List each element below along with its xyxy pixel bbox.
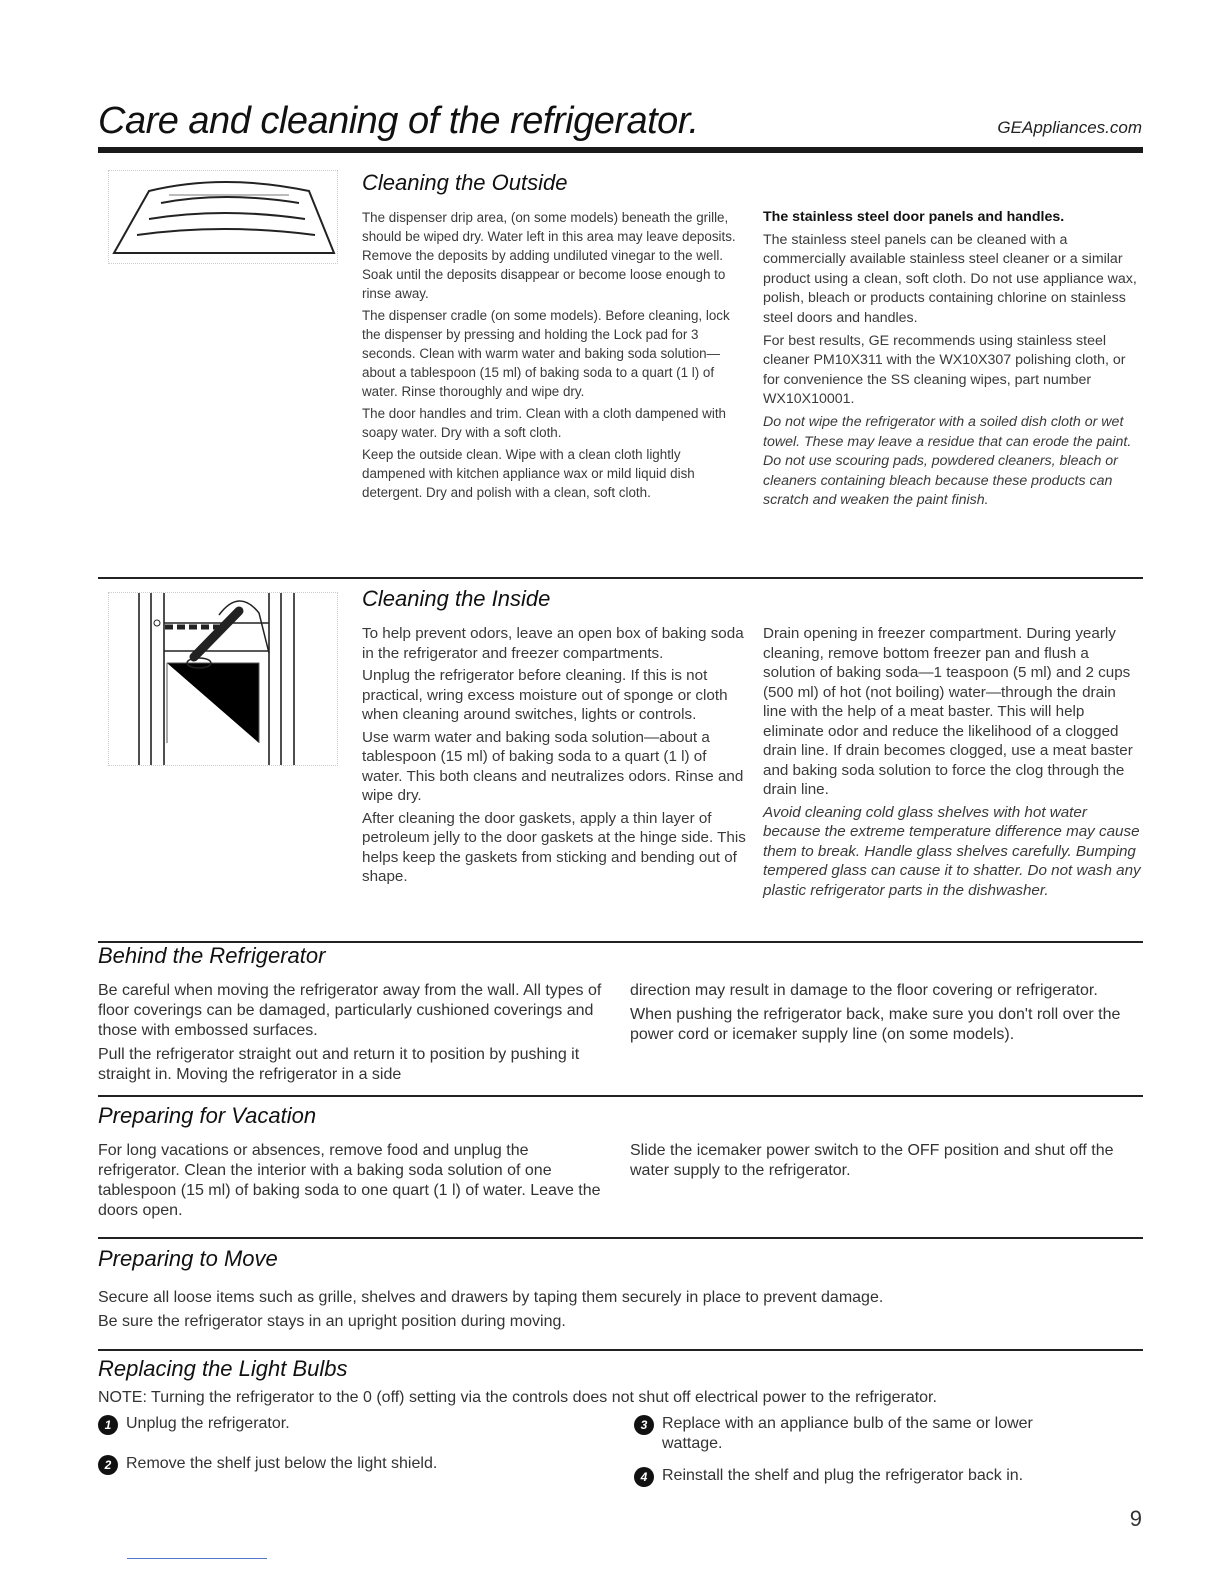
paragraph: Use warm water and baking soda solution—about a tablespoon (15 ml) of baking soda to a quart (1 l) of water. This both cleans and neutralizes odors. Rinse and wipe dry.: [362, 728, 744, 804]
subheading-stainless: The stainless steel door panels and handles.: [763, 209, 1065, 225]
paragraph: To help prevent odors, leave an open box of baking soda in the refrigerator and freezer compartments.: [362, 625, 744, 662]
refrigerator-interior-illustration: [108, 592, 338, 766]
paragraph: When pushing the refrigerator back, make sure you don't roll over the power cord or icemaker supply line (on some models).: [630, 1006, 1121, 1043]
footer-rule: [127, 1558, 267, 1559]
paragraph: Secure all loose items such as grille, shelves and drawers by taping them securely in place to prevent damage.: [98, 1289, 884, 1306]
vacation-left-text: For long vacations or absences, remove food and unplug the refrigerator. Clean the interior with a baking soda solution of one tablespoon (15 ml) of baking soda to one quart (1 l) of water. Leave the doors open.: [98, 1142, 601, 1219]
page-title: Care and cleaning of the refrigerator.: [98, 100, 699, 142]
paragraph: The door handles and trim. Clean with a cloth dampened with soapy water. Dry with a soft cloth.: [362, 406, 726, 440]
paragraph: Keep the outside clean. Wipe with a clean cloth lightly dampened with kitchen appliance wax or mild liquid dish detergent. Dry and polish with a clean, soft cloth.: [362, 447, 695, 500]
paragraph: Pull the refrigerator straight out and return it to position by pushing it straight in. Moving the refrigerator in a side: [98, 1046, 580, 1083]
section-heading-vacation: Preparing for Vacation: [98, 1103, 317, 1128]
warning-text: Avoid cleaning cold glass shelves with hot water because the extreme temperature difference may cause them to break. Handle glass shelves carefully. Bumping tempered glass can cause it to shatter. Do not wash any plastic refrigerator parts in the dishwasher.: [763, 803, 1141, 899]
inside-right-text: [763, 624, 1143, 903]
inside-left-text: [362, 624, 746, 890]
warning-text: Do not wipe the refrigerator with a soiled dish cloth or wet towel. These may leave a residue that can erode the paint. Do not use scouring pads, powdered cleaners, bleach or cleaners containing bleach because these products can scratch and weaken the paint finish.: [763, 413, 1132, 509]
behind-right-text: [630, 981, 1130, 1049]
section-divider: [98, 1237, 1143, 1239]
page-number: 9: [1129, 1506, 1142, 1531]
bulb-step-1: [98, 1414, 598, 1435]
dispenser-drip-illustration: [108, 170, 338, 264]
step-number-badge: 3: [634, 1415, 654, 1435]
bulb-step-2: [98, 1454, 598, 1475]
vacation-right-text: Slide the icemaker power switch to the OFF position and shut off the water supply to the refrigerator.: [630, 1142, 1114, 1179]
bulbs-note: NOTE: Turning the refrigerator to the 0 (off) setting via the controls does not shut off electrical power to the refrigerator.: [98, 1389, 937, 1406]
step-text: Replace with an appliance bulb of the same or lower wattage.: [662, 1415, 1033, 1452]
paragraph: Unplug the refrigerator before cleaning. If this is not practical, wring excess moisture out of sponge or cloth when cleaning around switches, lights or controls.: [362, 667, 728, 723]
section-heading-move: Preparing to Move: [98, 1246, 278, 1271]
paragraph: The dispenser drip area, (on some models) beneath the grille, should be wiped dry. Water left in this area may leave deposits. Remove the deposits by adding undiluted vinegar to the well. Soak until the deposits disappear or become loose enough to rinse away.: [362, 210, 736, 301]
section-heading-behind: Behind the Refrigerator: [98, 943, 326, 968]
header-rule: [98, 147, 1143, 153]
paragraph: The stainless steel panels can be cleaned with a commercially available stainless steel cleaner or a similar product using a clean, soft cloth. Do not use appliance wax, polish, bleach or products containing chlorine on stainless steel doors and handles.: [763, 231, 1137, 326]
step-text: Reinstall the shelf and plug the refrigerator back in.: [662, 1467, 1024, 1484]
paragraph: direction may result in damage to the floor covering or refrigerator.: [630, 982, 1098, 999]
step-number-badge: 4: [634, 1467, 654, 1487]
section-divider: [98, 577, 1143, 579]
paragraph: Be careful when moving the refrigerator away from the wall. All types of floor coverings can be damaged, particularly cushioned coverings and those with embossed surfaces.: [98, 982, 602, 1039]
outside-left-text: [362, 208, 742, 505]
paragraph: Drain opening in freezer compartment. During yearly cleaning, remove bottom freezer pan and flush a solution of baking soda—1 teaspoon (5 ml) and 2 cups (500 ml) of hot (not boiling) water—through the drain line with the help of a meat baster. This will help eliminate odor and reduce the likelihood of a clogged drain line. If drain becomes clogged, use a meat baster and baking soda solution to force the clog through the drain line.: [763, 625, 1133, 798]
site-url: GEAppliances.com: [997, 118, 1142, 137]
paragraph: After cleaning the door gaskets, apply a thin layer of petroleum jelly to the door gaskets at the hinge side. This helps keep the gaskets from sticking and bending out of shape.: [362, 809, 746, 885]
step-number-badge: 1: [98, 1415, 118, 1435]
section-divider: [98, 1095, 1143, 1097]
behind-left-text: [98, 981, 613, 1089]
step-text: Unplug the refrigerator.: [126, 1415, 290, 1432]
step-number-badge: 2: [98, 1455, 118, 1475]
section-heading-outside: Cleaning the Outside: [362, 170, 568, 195]
section-heading-inside: Cleaning the Inside: [362, 586, 551, 611]
step-text: Remove the shelf just below the light shield.: [126, 1455, 438, 1472]
bulb-step-4: [634, 1466, 1094, 1487]
move-text: [98, 1286, 1138, 1334]
outside-right-text: [763, 208, 1141, 514]
paragraph: For best results, GE recommends using stainless steel cleaner PM10X311 with the WX10X307 polishing cloth, or for convenience the SS cleaning wipes, part number WX10X10001.: [763, 332, 1126, 408]
section-heading-bulbs: Replacing the Light Bulbs: [98, 1356, 348, 1381]
paragraph: Be sure the refrigerator stays in an upright position during moving.: [98, 1313, 566, 1330]
bulb-step-3: [634, 1414, 1094, 1454]
paragraph: The dispenser cradle (on some models). Before cleaning, lock the dispenser by pressing and holding the Lock pad for 3 seconds. Clean with warm water and baking soda solution—about a tablespoon (15 ml) of baking soda to a quart (1 l) of water. Rinse thoroughly and wipe dry.: [362, 308, 730, 399]
section-divider: [98, 1349, 1143, 1351]
